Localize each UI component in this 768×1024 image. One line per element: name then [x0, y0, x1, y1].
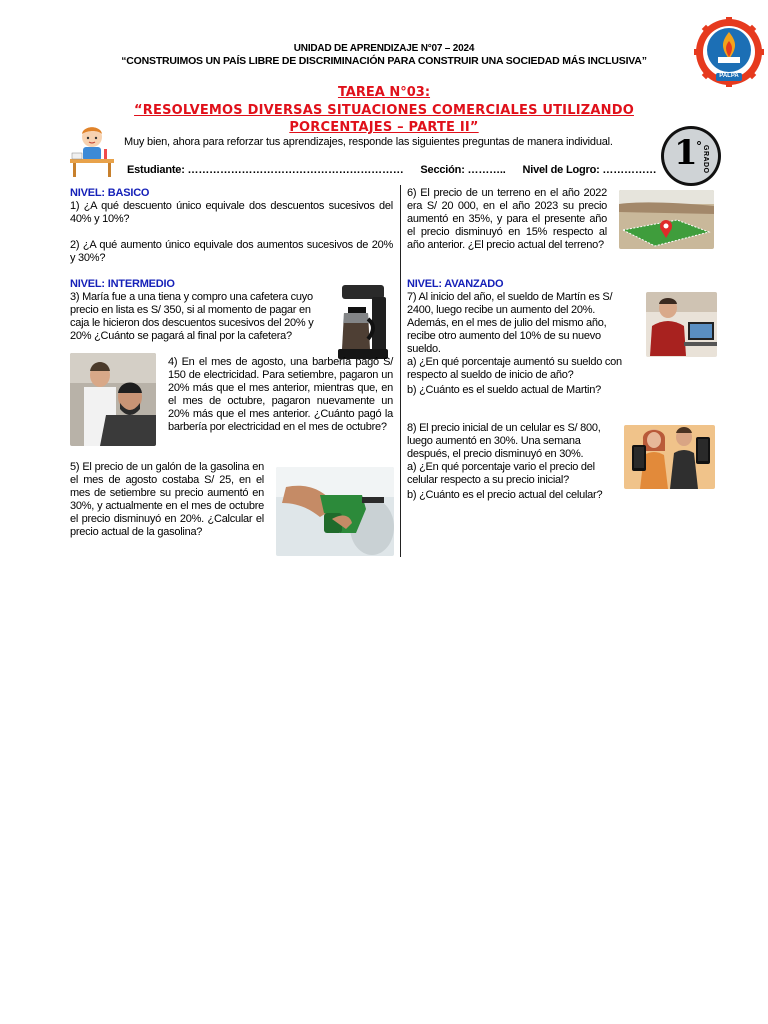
achievement-level-field[interactable]: Nivel de Logro: ……………: [522, 164, 657, 176]
man-computer-image: [646, 292, 717, 357]
grade-degree: °: [696, 139, 702, 153]
level-advanced-heading: NIVEL: AVANZADO: [407, 278, 504, 290]
task-subtitle-line2: PORCENTAJES – PARTE II”: [289, 120, 479, 135]
task-title: TAREA N°03:: [337, 85, 431, 100]
question-2: 2) ¿A qué aumento único equivale dos aumentos sucesivos de 20% y 30%?: [70, 239, 393, 264]
question-1: 1) ¿A qué descuento único equivale dos descuentos sucesivos del 40% y 10%?: [70, 200, 393, 225]
question-4: 4) En el mes de agosto, una barbería pagó S/ 150 de electricidad. Para setiembre, pagaron un 20% más que el mes anterior, mientras que, en el mes de octubre, pagaron nuevamente un 20% más que el mes anterior. ¿Cuánto pagó la barbería por electricidad en el mes de octubre?: [168, 356, 393, 433]
student-info-line: [127, 164, 670, 176]
school-logo: [694, 17, 764, 87]
gas-pump-image: [276, 467, 394, 556]
grade-number: 1: [674, 133, 698, 173]
intro-text: Muy bien, ahora para reforzar tus aprendizajes, responde las siguientes preguntas de manera individual.: [124, 136, 613, 148]
question-8b: b) ¿Cuánto es el precio actual del celular?: [407, 489, 603, 501]
level-intermediate-heading: NIVEL: INTERMEDIO: [70, 278, 175, 290]
grade-badge: [661, 126, 721, 186]
question-5: 5) El precio de un galón de la gasolina en el mes de agosto costaba S/ 25, en el mes de setiembre su precio aumentó en 30%, y actualmente en el mes de octubre el precio disminuyó en 20%. ¿Calcular el precio actual de la gasolina?: [70, 461, 264, 538]
unit-header: UNIDAD DE APRENDIZAJE N°07 – 2024: [293, 43, 475, 54]
level-basic-heading: NIVEL: BASICO: [70, 187, 150, 199]
barbershop-image: [70, 353, 156, 446]
question-3: 3) María fue a una tiena y compro una cafetera cuyo precio en lista es S/ 350, si al momento de pagar en caja le hicieron dos descuentos sucesivos del 20% y 20% ¿Cuánto se pagará al final por la cafetera?: [70, 291, 314, 342]
land-plot-icon: [619, 190, 714, 249]
question-8: 8) El precio inicial de un celular es S/ 800, luego aumentó en 30%. Una semana después, el precio disminuyó en 30%.: [407, 422, 601, 460]
question-7b: b) ¿Cuánto es el sueldo actual de Martin?: [407, 384, 601, 396]
logo-text: PALPA: [719, 73, 739, 79]
slogan-header: “CONSTRUIMOS UN PAÍS LIBRE DE DISCRIMINACIÓN PARA CONSTRUIR UNA SOCIEDAD MÁS INCLUSIVA”: [121, 55, 647, 67]
gas-pump-icon: [276, 467, 394, 556]
grade-label: GRADO: [702, 145, 709, 174]
student-illustration: [68, 123, 116, 177]
task-subtitle-line1: “RESOLVEMOS DIVERSAS SITUACIONES COMERCIALES UTILIZANDO: [134, 103, 634, 118]
student-desk-icon: [68, 123, 116, 177]
question-7a: a) ¿En qué porcentaje aumentó su sueldo con respecto al sueldo de inicio de año?: [407, 356, 622, 381]
coffee-maker-icon: [334, 283, 392, 361]
question-7: 7) Al inicio del año, el sueldo de Martín es S/ 2400, luego recibe un aumento del 20%. Además, en el mes de julio del mismo año, recibe otro aumento del 10% de su nuevo sueldo.: [407, 291, 613, 355]
man-computer-icon: [646, 292, 717, 357]
land-plot-image: [619, 190, 714, 249]
question-6: 6) El precio de un terreno en el año 2022 era S/ 20 000, en el año 2023 su precio aumentó en 35%, y para el presente año el precio disminuyó en 15% respecto al año anterior. ¿El precio actual del terreno?: [407, 187, 607, 251]
barbershop-icon: [70, 353, 156, 446]
student-name-field[interactable]: Estudiante: ……………………………………………………: [127, 164, 404, 176]
couple-phones-image: [624, 425, 715, 489]
section-field[interactable]: Sección: ………..: [420, 164, 506, 176]
coffee-maker-image: [334, 283, 392, 361]
question-8a: a) ¿En qué porcentaje vario el precio del celular respecto a su precio inicial?: [407, 461, 595, 486]
column-divider: [400, 185, 401, 557]
couple-phones-icon: [624, 425, 715, 489]
